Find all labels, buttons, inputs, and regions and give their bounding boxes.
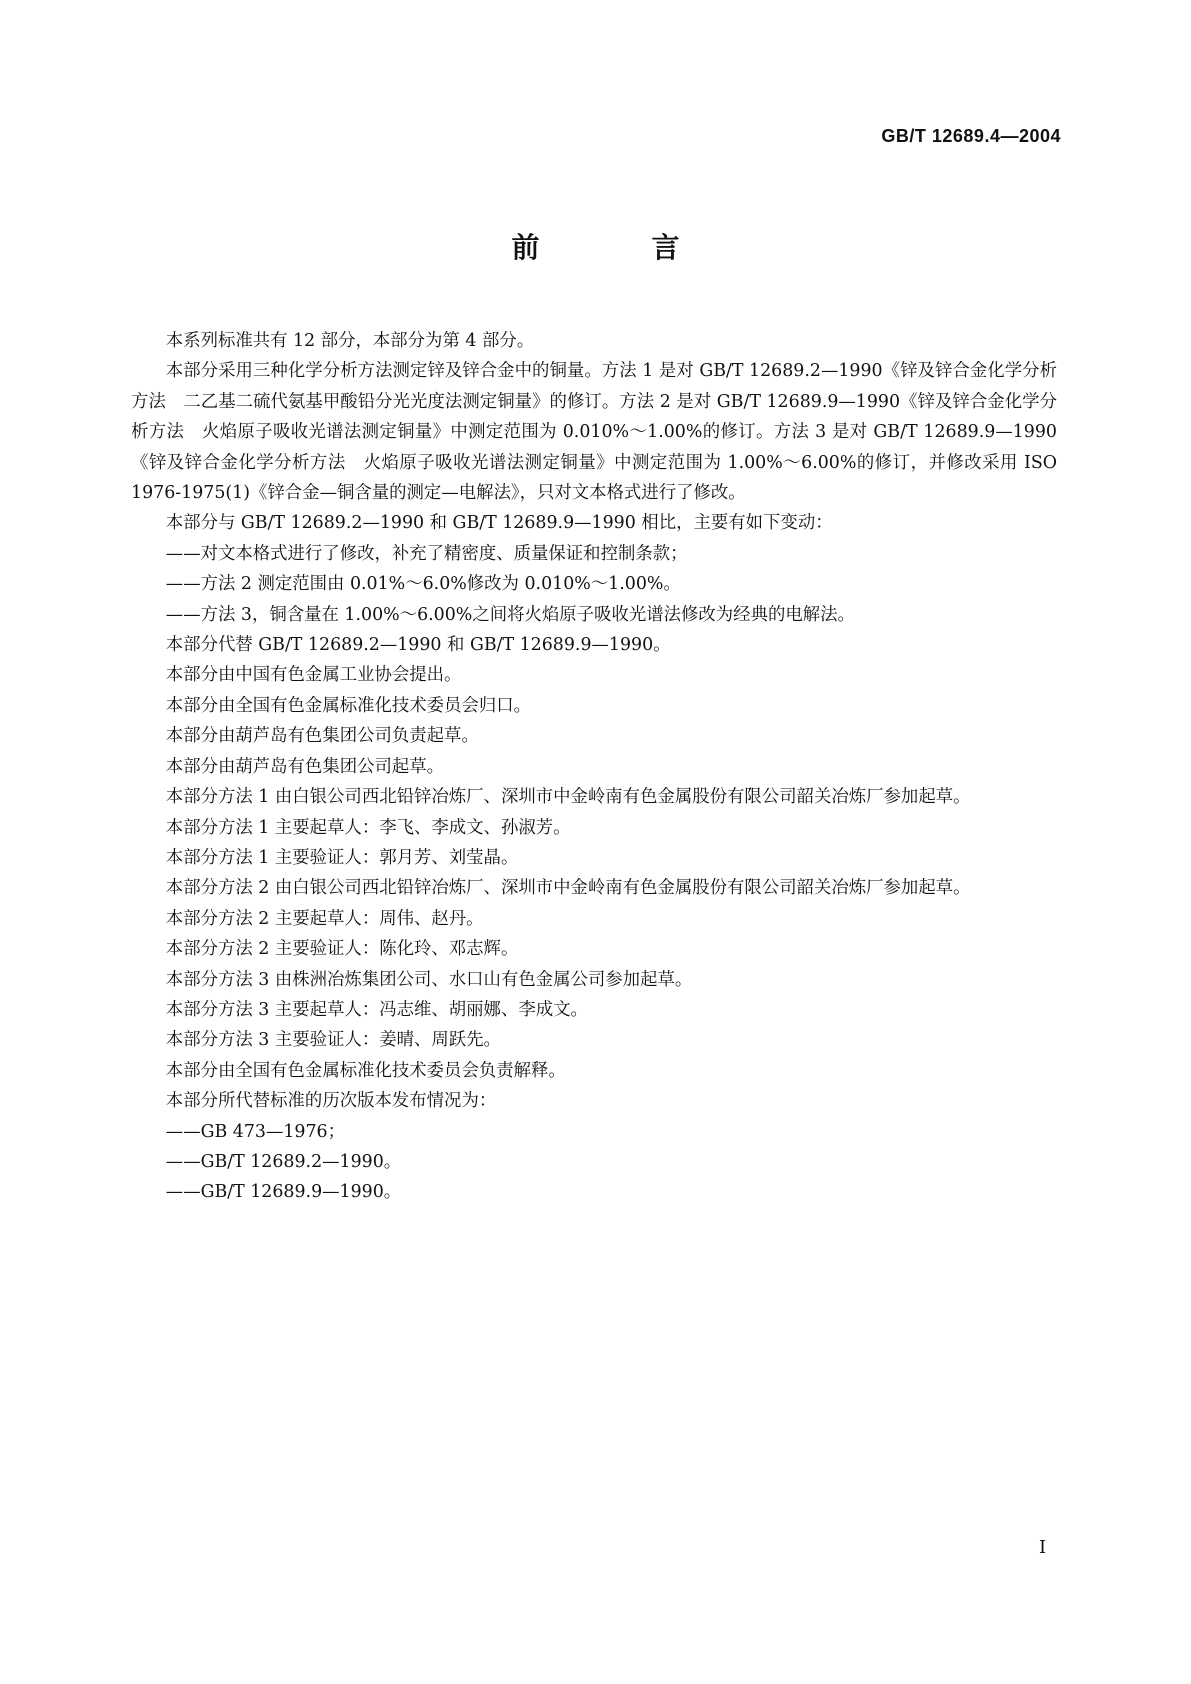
- list-item: ——GB/T 12689.9—1990。: [165, 1182, 402, 1203]
- list-item: ——方法 3，铜含量在 1.00%～6.00%之间将火焰原子吸收光谱法修改为经典的电解法。: [165, 604, 855, 625]
- paragraph: 本部分方法 1 由白银公司西北铅锌冶炼厂、深圳市中金岭南有色金属股份有限公司韶关冶炼厂参加起草。: [165, 787, 971, 808]
- paragraph: 本部分方法 3 主要验证人：姜晴、周跃先。: [165, 1030, 501, 1051]
- paragraph: 本部分方法 3 由株洲冶炼集团公司、水口山有色金属公司参加起草。: [165, 969, 693, 990]
- paragraph: 本部分所代替标准的历次版本发布情况为：: [165, 1091, 497, 1112]
- list-item: ——方法 2 测定范围由 0.01%～6.0%修改为 0.010%～1.00%。: [165, 574, 681, 595]
- paragraph: 本部分代替 GB/T 12689.2—1990 和 GB/T 12689.9—1990。: [165, 635, 671, 656]
- paragraph: 本部分采用三种化学分析方法测定锌及锌合金中的铜量。方法 1 是对 GB/T 12689.2—1990《锌及锌合金化学分析方法 二乙基二硫代氨基甲酸铅分光光度法测定铜量》的修订。方法 2 是对 GB/T 12689.9—1990《锌及锌合金化学分析方法 火焰原子吸收光谱法测定铜量》中测定范围为 0.010%～1.00%的修订。方法 3 是对 GB/T 12689.9—1990《锌及锌合金化学分析方法 火焰原子吸收光谱法测定铜量》中测定范围为 1.00%～6.00%的修订，并修改采用 ISO 1976-1975(1)《锌合金—铜含量的测定—电解法》，只对文本格式进行了修改。: [131, 361, 1057, 504]
- paragraph: 本部分与 GB/T 12689.2—1990 和 GB/T 12689.9—1990 相比，主要有如下变动：: [165, 513, 833, 534]
- paragraph: 本部分由中国有色金属工业协会提出。: [165, 665, 462, 686]
- paragraph: 本部分方法 1 主要验证人：郭月芳、刘莹晶。: [165, 847, 519, 868]
- paragraph: 本部分方法 1 主要起草人：李飞、李成文、孙淑芳。: [165, 817, 571, 838]
- document-body: [131, 326, 1057, 1208]
- paragraph: 本部分方法 3 主要起草人：冯志维、胡丽娜、李成文。: [165, 999, 588, 1020]
- paragraph: 本部分方法 2 主要起草人：周伟、赵丹。: [165, 908, 484, 929]
- paragraph: 本部分由全国有色金属标准化技术委员会负责解释。: [165, 1060, 566, 1081]
- paragraph: 本部分方法 2 主要验证人：陈化玲、邓志辉。: [165, 939, 519, 960]
- paragraph: 本部分由全国有色金属标准化技术委员会归口。: [165, 695, 532, 716]
- paragraph: 本部分由葫芦岛有色集团公司起草。: [165, 756, 445, 777]
- list-item: ——对文本格式进行了修改，补充了精密度、质量保证和控制条款；: [165, 543, 688, 564]
- page-title: 前 言: [511, 231, 722, 264]
- paragraph: 本部分由葫芦岛有色集团公司负责起草。: [165, 726, 479, 747]
- standard-number: GB/T 12689.4—2004: [881, 126, 1061, 146]
- list-item: ——GB 473—1976；: [165, 1121, 346, 1142]
- list-item: ——GB/T 12689.2—1990。: [165, 1151, 402, 1172]
- paragraph: 本部分方法 2 由白银公司西北铅锌冶炼厂、深圳市中金岭南有色金属股份有限公司韶关冶炼厂参加起草。: [165, 878, 971, 899]
- paragraph: 本系列标准共有 12 部分，本部分为第 4 部分。: [165, 331, 535, 351]
- page-number: I: [1039, 1537, 1047, 1558]
